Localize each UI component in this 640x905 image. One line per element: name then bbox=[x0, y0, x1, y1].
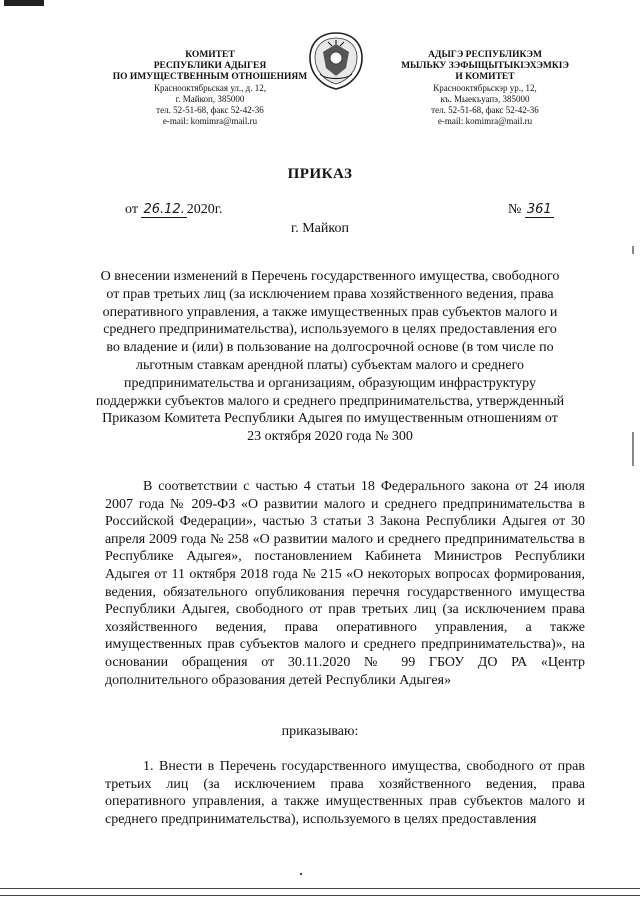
order-subject: О внесении изменений в Перечень государственного имущества, свободного от прав третьих лиц (за исключением права хозяйственного ведения, права оперативного управления, а также имущественных прав субъектов малого и среднего предпринимательства), используемого в целях предоставления его во владение и (или) в пользование на долгосрочной основе (в том числе по льготным ставкам арендной платы) субъектам малого и среднего предпринимательства и организациям, образующим инфраструктуру поддержки субъектов малого и среднего предпринимательства, утвержденный Приказом Комитета Республики Адыгея по имущественным отношениям от 23 октября 2020 года № 300 bbox=[95, 269, 565, 445]
org-address: Краснооктябрьскэр ур., 12, bbox=[433, 83, 537, 93]
handwritten-number: 361 bbox=[526, 202, 552, 217]
org-address: Краснооктябрьская ул., д. 12, bbox=[154, 83, 266, 93]
org-city: г. Майкоп, 385000 bbox=[175, 94, 245, 104]
org-name-line: ПО ИМУЩЕСТВЕННЫМ ОТНОШЕНИЯМ bbox=[112, 72, 308, 82]
org-name-line: АДЫГЭ РЕСПУБЛИКЭМ bbox=[428, 50, 542, 60]
org-name-line: РЕСПУБЛИКИ АДЫГЕЯ bbox=[153, 61, 267, 71]
number-prefix: № bbox=[508, 202, 522, 217]
org-name-line: И КОМИТЕТ bbox=[455, 72, 515, 82]
scan-mark bbox=[632, 246, 634, 254]
org-city: къ. Мыекъуапэ, 385000 bbox=[440, 94, 530, 104]
date-prefix: от bbox=[125, 202, 138, 217]
date-suffix: 2020г. bbox=[186, 202, 223, 217]
header-right bbox=[380, 50, 590, 127]
place-of-issue: г. Майкоп bbox=[291, 221, 349, 236]
order-word: приказываю: bbox=[281, 724, 359, 739]
handwritten-date: 26.12. bbox=[143, 202, 185, 217]
document-title: ПРИКАЗ bbox=[287, 166, 353, 182]
order-number bbox=[508, 202, 554, 218]
org-email: e-mail: komimra@mail.ru bbox=[162, 116, 258, 126]
org-name-line: МЫЛЬКУ ЗЭФЫЩЫТЫКIЭХЭМКIЭ bbox=[401, 61, 569, 71]
org-email: e-mail: komimra@mail.ru bbox=[437, 116, 533, 126]
scan-mark bbox=[4, 0, 44, 6]
scan-line bbox=[0, 888, 640, 889]
org-phone: тел. 52-51-68, факс 52-42-36 bbox=[156, 105, 264, 115]
scan-mark bbox=[632, 432, 634, 466]
org-phone: тел. 52-51-68, факс 52-42-36 bbox=[431, 105, 539, 115]
item-1-paragraph: 1. Внести в Перечень государственного имущества, свободного от прав третьих лиц (за исключением права хозяйственного ведения, права оперативного управления, а также имущественных прав субъектов малого и среднего предпринимательства), используемого в целях предоставления bbox=[105, 759, 585, 827]
scan-line bbox=[0, 895, 640, 896]
order-date bbox=[125, 202, 222, 218]
scan-dot bbox=[300, 873, 302, 875]
coat-of-arms-icon bbox=[306, 30, 366, 92]
preamble-paragraph: В соответствии с частью 4 статьи 18 Федерального закона от 24 июля 2007 года № 209-ФЗ «О развитии малого и среднего предпринимательства в Российской Федерации», частью 3 статьи 3 Закона Республики Адыгея от 30 апреля 2009 года № 258 «О развитии малого и среднего предпринимательства в Республике Адыгея», постановлением Кабинета Министров Республики Адыгея от 11 октября 2018 года № 215 «О некоторых вопросах формирования, ведения, обязательного опубликования перечня государственного имущества Республики Адыгея, свободного от прав третьих лиц (за исключением права хозяйственного ведения, права оперативного управления, а также имущественных прав субъектов малого и среднего предпринимательства)», на основании обращения от 30.11.2020 № 99 ГБОУ ДО РА «Центр дополнительного образования детей Республики Адыгея» bbox=[105, 479, 585, 688]
header-left bbox=[110, 50, 310, 127]
org-name-line: КОМИТЕТ bbox=[185, 50, 235, 60]
